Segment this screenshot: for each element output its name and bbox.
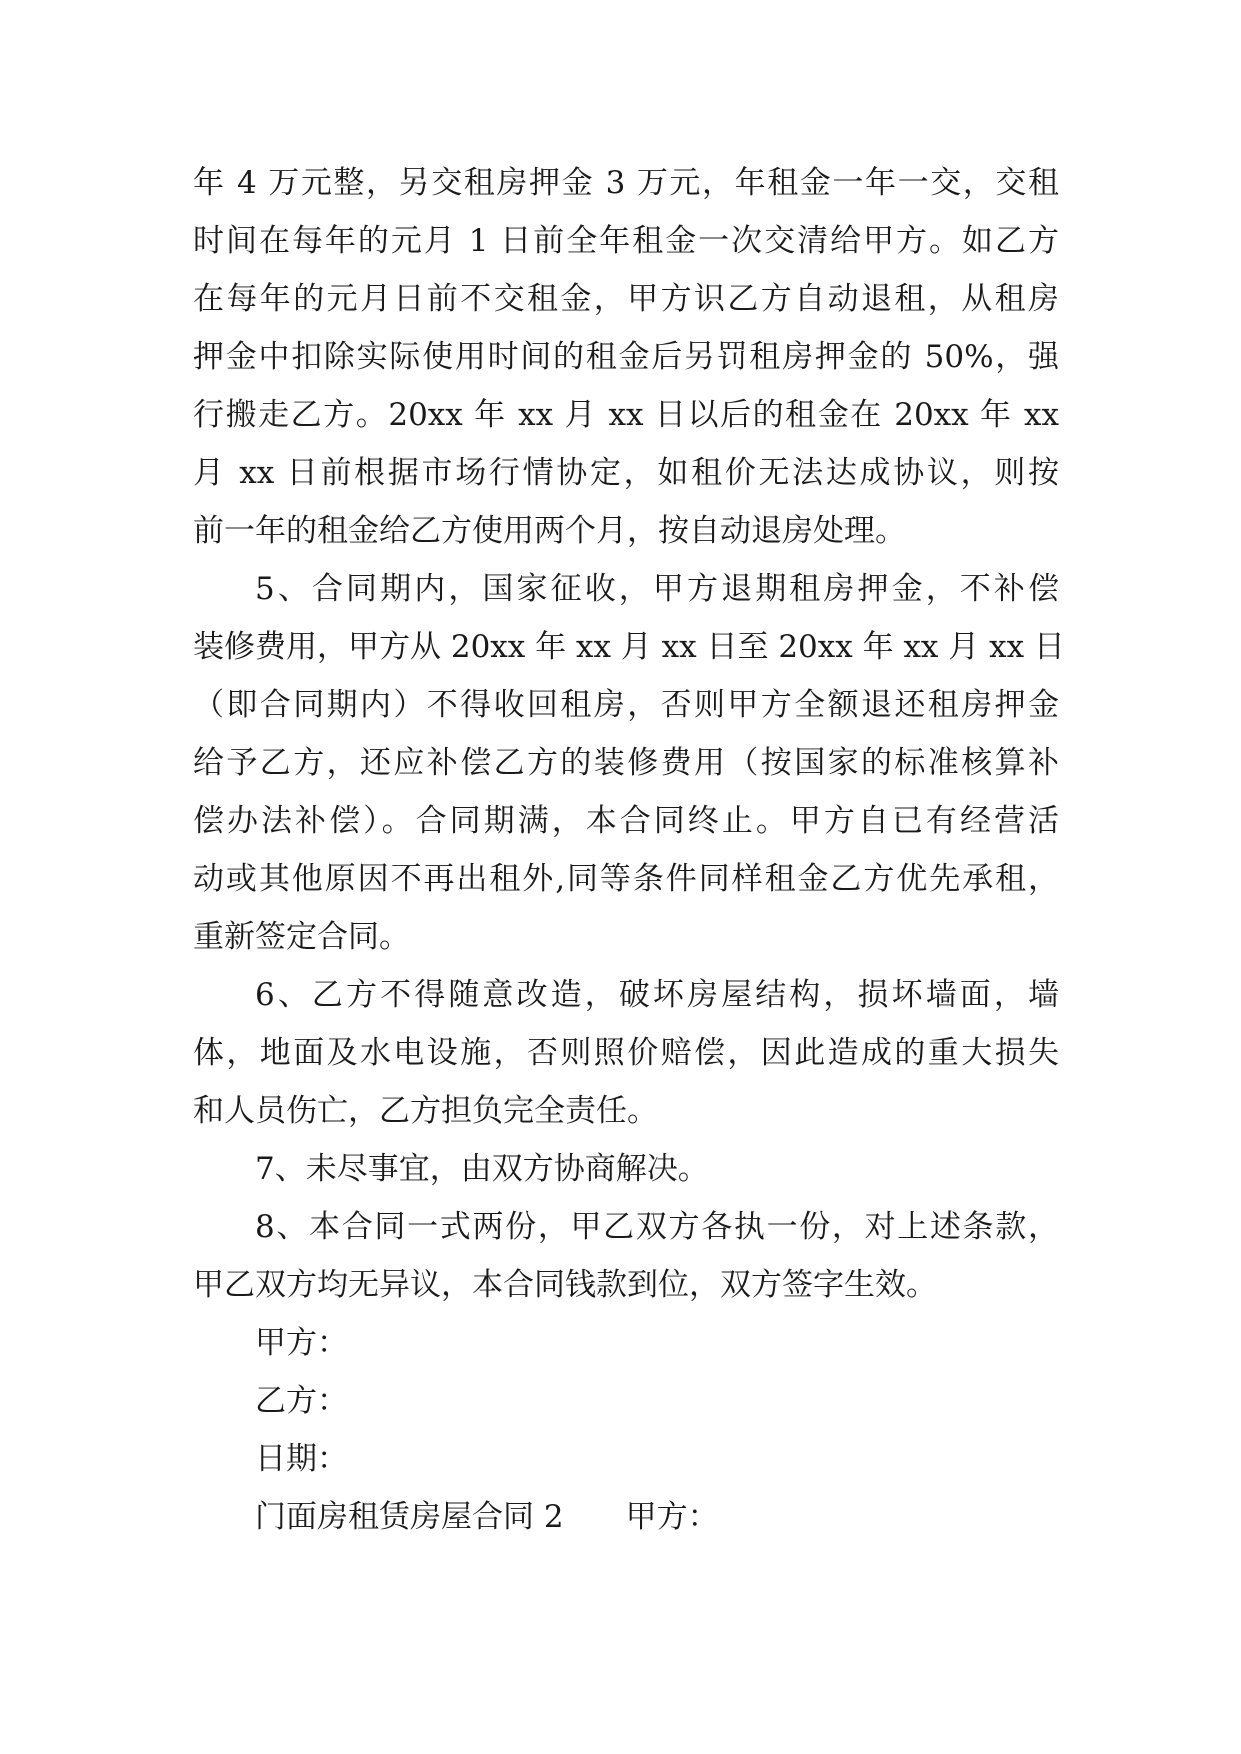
contract-2-title: 门面房租赁房屋合同 2 (255, 1499, 564, 1535)
text-line: 和人员伤亡，乙方担负完全责任。 (193, 1093, 658, 1129)
contract-text (193, 154, 1065, 1546)
text-line: 重新签定合同。 (193, 919, 410, 955)
text-line: 装修费用，甲方从 20xx 年 xx 月 xx 日至 20xx 年 xx 月 xx 日 (193, 629, 1065, 665)
text-line: 体，地面及水电设施，否则照价赔偿，因此造成的重大损失 (193, 1035, 1059, 1071)
text-line: 偿办法补偿）。合同期满，本合同终止。甲方自已有经营活 (193, 803, 1059, 839)
clause-6-start: 6、乙方不得随意改造，破坏房屋结构，损坏墙面，墙 (255, 977, 1059, 1013)
party-a-label-2: 甲方： (625, 1499, 719, 1535)
text-line: 甲乙双方均无异议，本合同钱款到位，双方签字生效。 (193, 1267, 937, 1303)
text-line: 前一年的租金给乙方使用两个月，按自动退房处理。 (193, 513, 906, 549)
text-line: 月 xx 日前根据市场行情协定，如租价无法达成协议，则按 (193, 455, 1059, 491)
date-label: 日期： (255, 1441, 348, 1477)
next-contract-line (193, 1488, 1059, 1546)
text-line: 动或其他原因不再出租外,同等条件同样租金乙方优先承租， (193, 861, 1059, 897)
text-line: 押金中扣除实际使用时间的租金后另罚租房押金的 50%，强 (193, 339, 1059, 375)
clause-7: 7、未尽事宜，由双方协商解决。 (255, 1151, 709, 1187)
clause-5-start: 5、合同期内，国家征收，甲方退期租房押金，不补偿 (255, 571, 1059, 607)
text-line: 行搬走乙方。20xx 年 xx 月 xx 日以后的租金在 20xx 年 xx (193, 397, 1059, 433)
text-line: 时间在每年的元月 1 日前全年租金一次交清给甲方。如乙方 (193, 223, 1059, 259)
text-line: 给予乙方，还应补偿乙方的装修费用（按国家的标准核算补 (193, 745, 1059, 781)
clause-8-start: 8、本合同一式两份，甲乙双方各执一份，对上述条款， (255, 1209, 1059, 1245)
party-b-label: 乙方： (255, 1383, 348, 1419)
text-line: 在每年的元月日前不交租金，甲方识乙方自动退租，从租房 (193, 281, 1059, 317)
text-line: （即合同期内）不得收回租房，否则甲方全额退还租房押金 (193, 687, 1059, 723)
text-line: 年 4 万元整，另交租房押金 3 万元，年租金一年一交，交租 (193, 165, 1059, 201)
party-a-label: 甲方： (255, 1325, 348, 1361)
